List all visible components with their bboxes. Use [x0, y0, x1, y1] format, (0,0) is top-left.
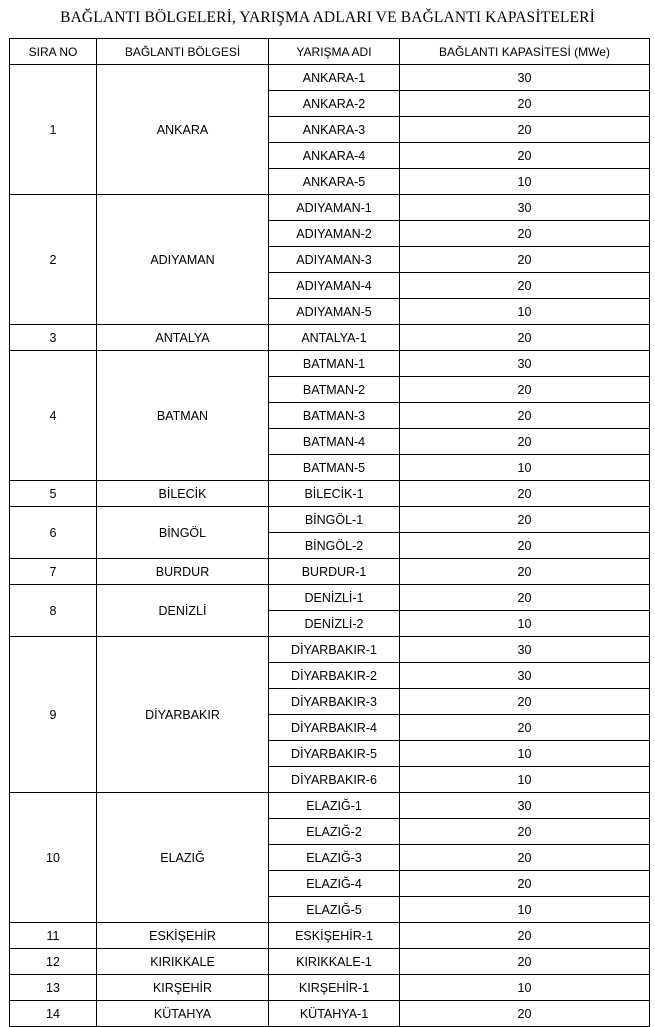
region-name-cell: KIRIKKALE: [97, 949, 269, 975]
capacity-cell: 20: [400, 507, 650, 533]
competition-name-cell: BİNGÖL-2: [269, 533, 400, 559]
competition-name-cell: DİYARBAKIR-5: [269, 741, 400, 767]
competition-name-cell: KIRIKKALE-1: [269, 949, 400, 975]
competition-name-cell: KÜTAHYA-1: [269, 1001, 400, 1027]
capacity-cell: 20: [400, 273, 650, 299]
competition-name-cell: ADIYAMAN-4: [269, 273, 400, 299]
sira-no-cell: 6: [10, 507, 97, 559]
region-name-cell: BATMAN: [97, 351, 269, 481]
region-name-cell: KÜTAHYA: [97, 1001, 269, 1027]
competition-name-cell: ELAZIĞ-1: [269, 793, 400, 819]
region-name-cell: ANKARA: [97, 65, 269, 195]
table-row: [10, 923, 650, 949]
capacity-cell: 20: [400, 845, 650, 871]
table-row: [10, 351, 650, 377]
capacity-cell: 20: [400, 403, 650, 429]
table-row: [10, 65, 650, 91]
table-row: [10, 1001, 650, 1027]
competition-name-cell: DİYARBAKIR-4: [269, 715, 400, 741]
competition-name-cell: ESKİŞEHİR-1: [269, 923, 400, 949]
table-body: [10, 65, 650, 1027]
capacity-cell: 10: [400, 299, 650, 325]
capacity-cell: 30: [400, 195, 650, 221]
table-row: [10, 637, 650, 663]
region-name-cell: ELAZIĞ: [97, 793, 269, 923]
sira-no-cell: 7: [10, 559, 97, 585]
table-row: [10, 975, 650, 1001]
competition-name-cell: ANKARA-5: [269, 169, 400, 195]
capacity-table: [9, 38, 650, 1027]
region-name-cell: DENİZLİ: [97, 585, 269, 637]
competition-name-cell: ANKARA-2: [269, 91, 400, 117]
competition-name-cell: ADIYAMAN-5: [269, 299, 400, 325]
sira-no-cell: 2: [10, 195, 97, 325]
sira-no-cell: 14: [10, 1001, 97, 1027]
competition-name-cell: ELAZIĞ-5: [269, 897, 400, 923]
sira-no-cell: 10: [10, 793, 97, 923]
competition-name-cell: ELAZIĞ-2: [269, 819, 400, 845]
capacity-cell: 20: [400, 117, 650, 143]
capacity-cell: 20: [400, 949, 650, 975]
capacity-cell: 20: [400, 143, 650, 169]
capacity-cell: 20: [400, 819, 650, 845]
competition-name-cell: KIRŞEHİR-1: [269, 975, 400, 1001]
capacity-cell: 10: [400, 897, 650, 923]
region-name-cell: ESKİŞEHİR: [97, 923, 269, 949]
competition-name-cell: BATMAN-1: [269, 351, 400, 377]
sira-no-cell: 5: [10, 481, 97, 507]
region-name-cell: KIRŞEHİR: [97, 975, 269, 1001]
table-row: [10, 949, 650, 975]
capacity-cell: 30: [400, 65, 650, 91]
table-row: [10, 793, 650, 819]
capacity-cell: 10: [400, 455, 650, 481]
table-row: [10, 559, 650, 585]
capacity-cell: 10: [400, 767, 650, 793]
competition-name-cell: ANKARA-1: [269, 65, 400, 91]
capacity-cell: 20: [400, 91, 650, 117]
competition-name-cell: ANKARA-3: [269, 117, 400, 143]
competition-name-cell: DİYARBAKIR-3: [269, 689, 400, 715]
column-header-yarisma-adi: YARIŞMA ADI: [269, 39, 400, 65]
capacity-cell: 20: [400, 715, 650, 741]
competition-name-cell: ANTALYA-1: [269, 325, 400, 351]
sira-no-cell: 4: [10, 351, 97, 481]
competition-name-cell: BİNGÖL-1: [269, 507, 400, 533]
sira-no-cell: 9: [10, 637, 97, 793]
capacity-cell: 30: [400, 637, 650, 663]
competition-name-cell: DİYARBAKIR-1: [269, 637, 400, 663]
capacity-cell: 20: [400, 377, 650, 403]
capacity-cell: 30: [400, 663, 650, 689]
table-header: [10, 39, 650, 65]
region-name-cell: DİYARBAKIR: [97, 637, 269, 793]
capacity-cell: 10: [400, 975, 650, 1001]
capacity-cell: 20: [400, 871, 650, 897]
column-header-baglanti-kapasitesi: BAĞLANTI KAPASİTESİ (MWe): [400, 39, 650, 65]
column-header-sira-no: SIRA NO: [10, 39, 97, 65]
region-name-cell: BİLECİK: [97, 481, 269, 507]
table-row: [10, 507, 650, 533]
competition-name-cell: DİYARBAKIR-2: [269, 663, 400, 689]
capacity-cell: 30: [400, 793, 650, 819]
column-header-baglanti-bolgesi: BAĞLANTI BÖLGESİ: [97, 39, 269, 65]
competition-name-cell: ADIYAMAN-1: [269, 195, 400, 221]
table-row: [10, 481, 650, 507]
capacity-cell: 20: [400, 481, 650, 507]
capacity-cell: 20: [400, 689, 650, 715]
capacity-cell: 20: [400, 533, 650, 559]
sira-no-cell: 8: [10, 585, 97, 637]
sira-no-cell: 3: [10, 325, 97, 351]
competition-name-cell: BURDUR-1: [269, 559, 400, 585]
capacity-cell: 10: [400, 611, 650, 637]
competition-name-cell: BATMAN-3: [269, 403, 400, 429]
sira-no-cell: 13: [10, 975, 97, 1001]
competition-name-cell: ADIYAMAN-3: [269, 247, 400, 273]
region-name-cell: ANTALYA: [97, 325, 269, 351]
capacity-cell: 20: [400, 247, 650, 273]
capacity-cell: 20: [400, 221, 650, 247]
competition-name-cell: BATMAN-2: [269, 377, 400, 403]
table-row: [10, 195, 650, 221]
table-row: [10, 585, 650, 611]
competition-name-cell: DİYARBAKIR-6: [269, 767, 400, 793]
competition-name-cell: BİLECİK-1: [269, 481, 400, 507]
sira-no-cell: 11: [10, 923, 97, 949]
competition-name-cell: ADIYAMAN-2: [269, 221, 400, 247]
region-name-cell: BİNGÖL: [97, 507, 269, 559]
sira-no-cell: 12: [10, 949, 97, 975]
region-name-cell: ADIYAMAN: [97, 195, 269, 325]
header-row: [10, 39, 650, 65]
capacity-cell: 20: [400, 559, 650, 585]
region-name-cell: BURDUR: [97, 559, 269, 585]
capacity-cell: 30: [400, 351, 650, 377]
capacity-cell: 10: [400, 169, 650, 195]
competition-name-cell: ELAZIĞ-3: [269, 845, 400, 871]
capacity-cell: 20: [400, 429, 650, 455]
competition-name-cell: BATMAN-4: [269, 429, 400, 455]
capacity-cell: 20: [400, 325, 650, 351]
competition-name-cell: ANKARA-4: [269, 143, 400, 169]
capacity-cell: 10: [400, 741, 650, 767]
table-row: [10, 325, 650, 351]
competition-name-cell: DENİZLİ-2: [269, 611, 400, 637]
capacity-cell: 20: [400, 923, 650, 949]
capacity-cell: 20: [400, 585, 650, 611]
sira-no-cell: 1: [10, 65, 97, 195]
competition-name-cell: DENİZLİ-1: [269, 585, 400, 611]
competition-name-cell: ELAZIĞ-4: [269, 871, 400, 897]
capacity-cell: 20: [400, 1001, 650, 1027]
document-title: BAĞLANTI BÖLGELERİ, YARIŞMA ADLARI VE BAĞLANTI KAPASİTELERİ: [60, 9, 595, 26]
competition-name-cell: BATMAN-5: [269, 455, 400, 481]
